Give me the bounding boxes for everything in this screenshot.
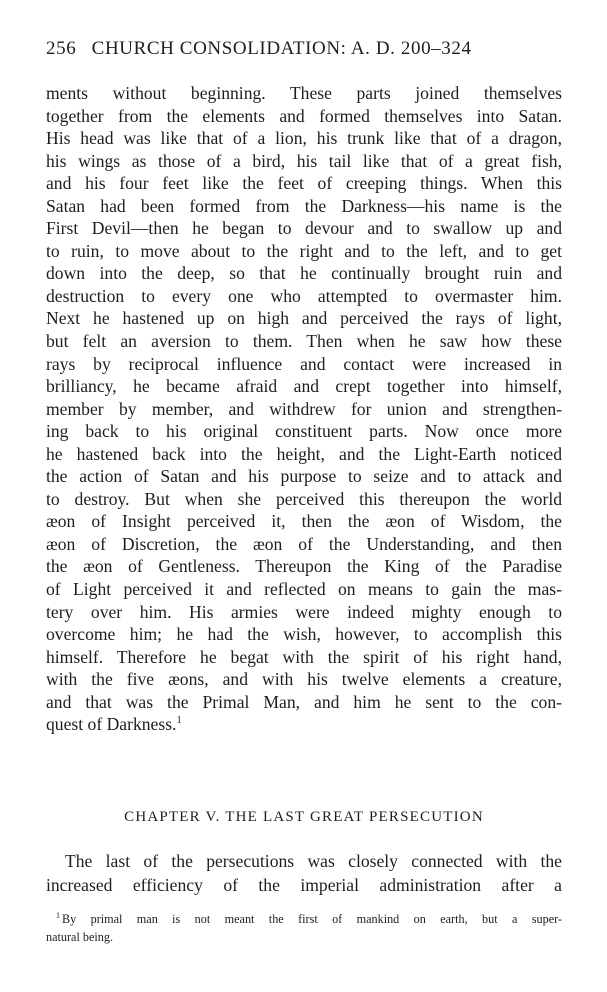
chapter-paragraph: [46, 849, 562, 897]
page-number: 256: [46, 38, 77, 59]
body-line: with the five æons, and with his twelve elements a creature,: [46, 669, 562, 690]
body-line: the action of Satan and his purpose to seize and to attack and: [46, 466, 562, 487]
footnote-line: [46, 910, 562, 928]
footnote-text: By primal man is not meant the first of mankind on earth, but a super-: [62, 912, 562, 926]
body-line: together from the elements and formed themselves into Satan.: [46, 105, 562, 126]
running-header: [46, 36, 566, 62]
chapter-heading: CHAPTER V. THE LAST GREAT PERSECUTION: [124, 809, 484, 825]
body-line-final: [46, 713, 562, 736]
chapter-line: increased efficiency of the imperial administration after a: [46, 875, 562, 895]
body-line: brilliancy, he became afraid and crept together into himself,: [46, 376, 562, 397]
body-line: Next he hastened up on high and perceived the rays of light,: [46, 308, 562, 329]
body-paragraph: [46, 82, 562, 736]
footnote-mark: 1: [56, 910, 60, 920]
body-line: but felt an aversion to them. Then when he saw how these: [46, 331, 562, 352]
body-line: rays by reciprocal influence and contact were increased in: [46, 353, 562, 374]
body-line-text: quest of Darkness.: [46, 714, 177, 735]
body-line: he hastened back into the height, and the Light-Earth noticed: [46, 443, 562, 464]
body-line: ing back to his original constituent parts. Now once more: [46, 421, 562, 442]
body-line: to destroy. But when she perceived this thereupon the world: [46, 488, 562, 509]
body-line: himself. Therefore he begat with the spirit of his right hand,: [46, 646, 562, 667]
body-line: destruction to every one who attempted to overmaster him.: [46, 285, 562, 306]
running-title: CHURCH CONSOLIDATION: A. D. 200–324: [91, 38, 472, 59]
body-line: Satan had been formed from the Darkness—his name is the: [46, 195, 562, 216]
body-line: member by member, and withdrew for union and strengthen-: [46, 398, 562, 419]
body-line: overcome him; he had the wish, however, to accomplish this: [46, 624, 562, 645]
body-line: tery over him. His armies were indeed mighty enough to: [46, 601, 562, 622]
body-line: the æon of Gentleness. Thereupon the King of the Paradise: [46, 556, 562, 577]
body-line: to ruin, to move about to the right and to the left, and to get: [46, 240, 562, 261]
body-line: and his four feet like the feet of creeping things. When this: [46, 173, 562, 194]
body-line: his wings as those of a bird, his tail like that of a great fish,: [46, 150, 562, 171]
footnote-reference[interactable]: 1: [176, 715, 182, 727]
footnote: [46, 910, 562, 946]
body-line: and that was the Primal Man, and him he sent to the con-: [46, 691, 562, 712]
body-line: First Devil—then he began to devour and to swallow up and: [46, 218, 562, 239]
body-line: æon of Discretion, the æon of the Understanding, and then: [46, 533, 562, 554]
body-line: ments without beginning. These parts joined themselves: [46, 83, 562, 103]
body-line: of Light perceived it and reflected on means to gain the mas-: [46, 579, 562, 600]
footnote-line: natural being.: [46, 930, 114, 944]
body-line: æon of Insight perceived it, then the æon of Wisdom, the: [46, 511, 562, 532]
body-line: His head was like that of a lion, his trunk like that of a dragon,: [46, 128, 562, 149]
chapter-line: The last of the persecutions was closely connected with the: [65, 851, 562, 871]
body-line: down into the deep, so that he continually brought ruin and: [46, 263, 562, 284]
